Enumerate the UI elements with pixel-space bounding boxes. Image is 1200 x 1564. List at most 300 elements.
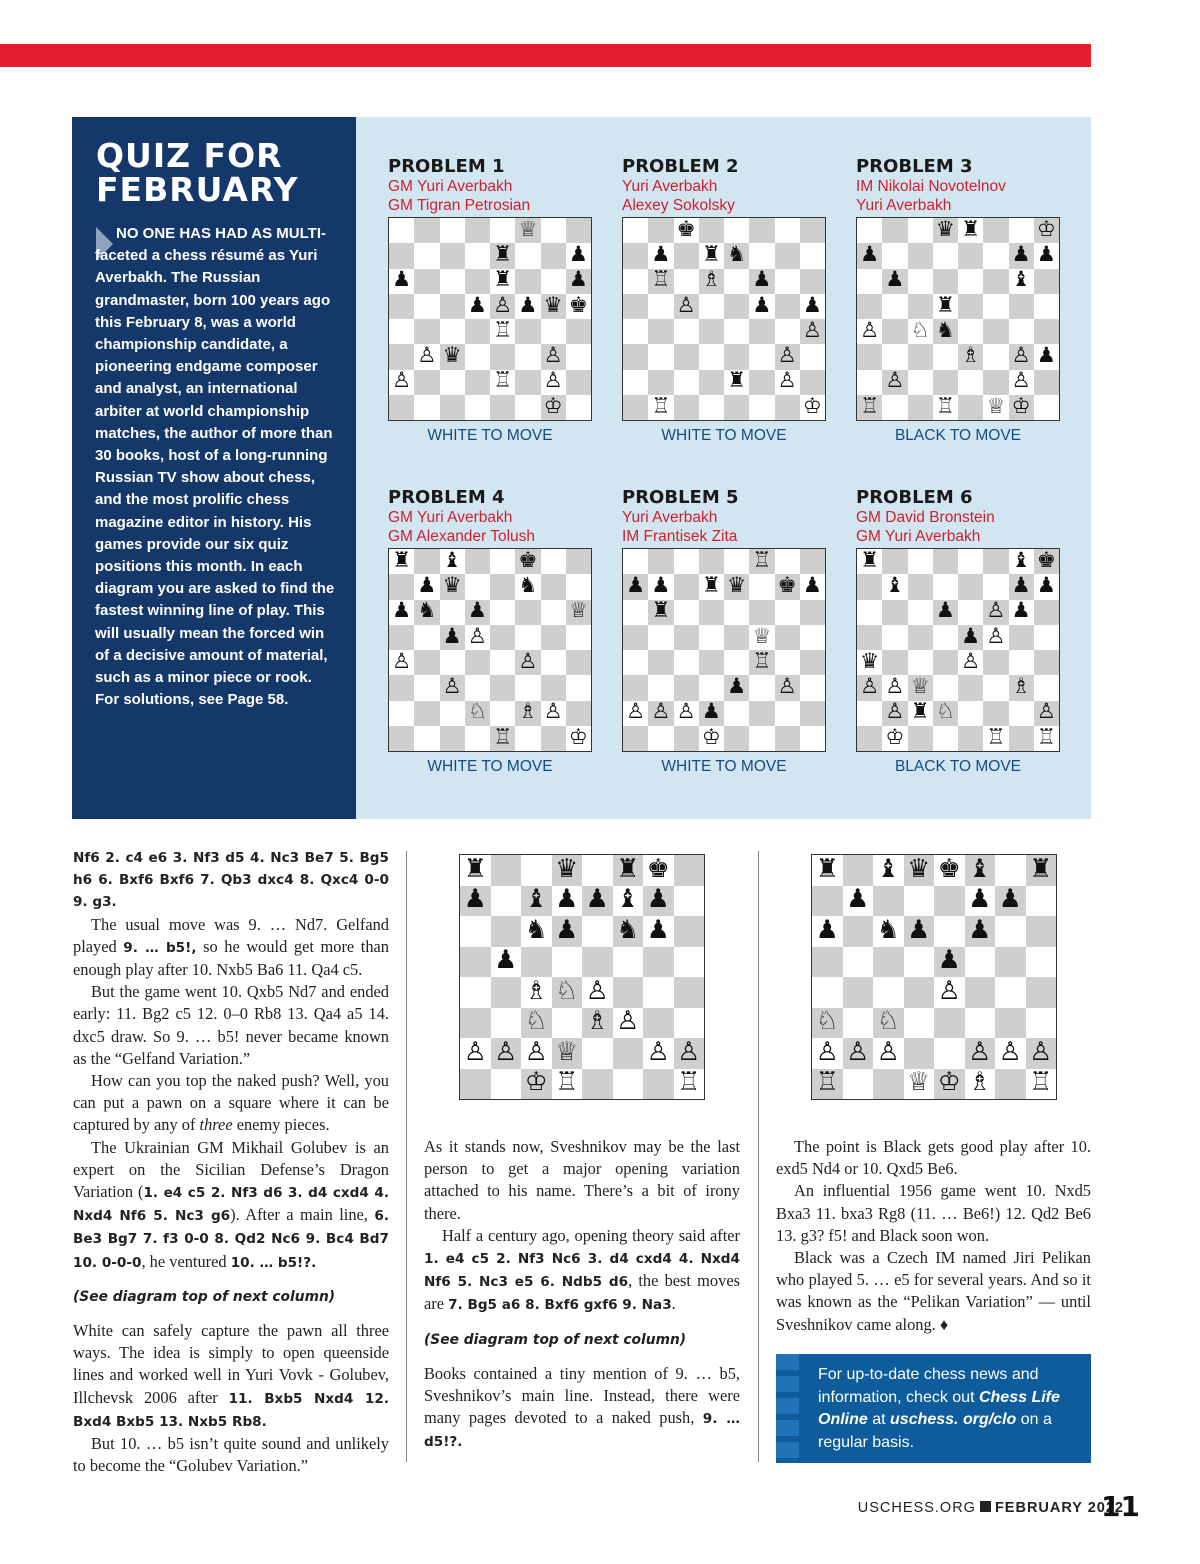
chess-board (622, 217, 826, 421)
issue-date: FEBRUARY 2022 (994, 1500, 1124, 1516)
white-pawn-icon: ♙ (524, 1036, 548, 1067)
white-pawn-icon: ♙ (646, 1036, 670, 1067)
dark-square (643, 1008, 674, 1039)
white-pawn-icon: ♙ (543, 368, 563, 394)
dark-square (775, 395, 800, 420)
dark-square (724, 395, 749, 420)
black-pawn-icon: ♟ (701, 699, 721, 725)
dark-square (882, 600, 907, 625)
black-pawn-icon: ♟ (463, 884, 487, 915)
paragraph (73, 1320, 389, 1433)
white-player: Yuri Averbakh (622, 509, 718, 526)
dark-square (908, 243, 933, 268)
dark-square (800, 650, 825, 675)
black-pawn-icon: ♟ (961, 623, 981, 649)
white-king-icon: ♔ (885, 724, 905, 750)
black-pawn-icon: ♟ (802, 573, 822, 599)
white-pawn-icon: ♙ (467, 623, 487, 649)
black-pawn-icon: ♟ (417, 573, 437, 599)
black-rook-icon: ♜ (493, 242, 513, 268)
white-pawn-icon: ♙ (1011, 343, 1031, 369)
dark-square (995, 1069, 1026, 1100)
problem-title: PROBLEM 1 (388, 156, 505, 177)
black-king-icon: ♚ (937, 853, 961, 884)
black-rook-icon: ♜ (463, 853, 487, 884)
text: The usual move was 9. … Nd7. Gelfand played (73, 914, 389, 956)
dark-square (465, 319, 490, 344)
black-knight-icon: ♞ (616, 914, 640, 945)
move-text: 1. e4 c5 2. Nf3 Nc6 3. d4 cxd4 4. Nxd4 Nf6 5. Nc3 e5 6. Ndb5 d6 (424, 1251, 740, 1291)
dark-square (933, 650, 958, 675)
black-rook-icon: ♜ (815, 853, 839, 884)
dark-square (674, 344, 699, 369)
paragraph (73, 1137, 389, 1274)
dark-square (995, 1008, 1026, 1039)
white-knight-icon: ♘ (467, 699, 487, 725)
black-pawn-icon: ♟ (467, 598, 487, 624)
text: For up-to-date chess news and information, check out (818, 1366, 1039, 1406)
dark-square (389, 243, 414, 268)
white-king-icon: ♔ (802, 393, 822, 419)
dark-square (724, 726, 749, 751)
black-pawn-icon: ♟ (1036, 343, 1056, 369)
dark-square (1034, 600, 1059, 625)
dark-square (800, 600, 825, 625)
white-rook-icon: ♖ (493, 368, 513, 394)
black-queen-icon: ♛ (860, 648, 880, 674)
black-pawn-icon: ♟ (651, 573, 671, 599)
dark-square (440, 243, 465, 268)
publication-name: Chess Life Online (818, 1388, 1060, 1428)
black-rook-icon: ♜ (910, 699, 930, 725)
dark-square (414, 218, 439, 243)
to-move-label: WHITE TO MOVE (427, 427, 553, 444)
white-queen-icon: ♕ (907, 1067, 931, 1098)
chess-board (856, 217, 1060, 421)
white-pawn-icon: ♙ (777, 368, 797, 394)
chess-board (856, 548, 1060, 752)
dark-square (1026, 977, 1057, 1008)
white-pawn-icon: ♙ (463, 1036, 487, 1067)
black-rook-icon: ♜ (701, 573, 721, 599)
white-pawn-icon: ♙ (494, 1036, 518, 1067)
dark-square (800, 701, 825, 726)
dark-square (857, 344, 882, 369)
dark-square (674, 675, 699, 700)
dark-square (490, 574, 515, 599)
dark-square (775, 243, 800, 268)
problem-6 (856, 488, 1060, 776)
dark-square (515, 370, 540, 395)
move-text: 7. Bg5 a6 8. Bxf6 gxf6 9. Na3 (448, 1297, 672, 1314)
black-pawn-icon: ♟ (518, 292, 538, 318)
white-queen-icon: ♕ (910, 674, 930, 700)
black-player: GM Yuri Averbakh (856, 528, 981, 545)
dark-square (800, 549, 825, 574)
black-rook-icon: ♜ (1029, 853, 1053, 884)
end-mark-icon: ♦ (939, 1314, 949, 1334)
white-knight-icon: ♘ (935, 699, 955, 725)
quiz-sidebar (72, 117, 356, 819)
black-knight-icon: ♞ (935, 317, 955, 343)
white-king-icon: ♔ (1011, 393, 1031, 419)
black-pawn-icon: ♟ (646, 884, 670, 915)
black-rook-icon: ♜ (935, 292, 955, 318)
text: White can safely capture the pawn all three ways. The idea is simply to open queenside lines and worked well in Yuri Vovk - Golubev, Illchevsk 2006 after (73, 1321, 389, 1407)
emphasis: three (199, 1115, 233, 1135)
chess-diagram-sveshnikov (811, 854, 1057, 1100)
dark-square (389, 294, 414, 319)
black-player: Yuri Averbakh (856, 197, 952, 214)
black-bishop-icon: ♝ (442, 548, 462, 573)
black-pawn-icon: ♟ (568, 267, 588, 293)
white-rook-icon: ♖ (493, 317, 513, 343)
white-rook-icon: ♖ (1036, 724, 1056, 750)
white-pawn-icon: ♙ (543, 699, 563, 725)
decorative-strip (776, 1354, 799, 1463)
dark-square (566, 701, 591, 726)
dark-square (908, 574, 933, 599)
dark-square (541, 675, 566, 700)
black-pawn-icon: ♟ (1011, 598, 1031, 624)
dark-square (566, 549, 591, 574)
problem-title: PROBLEM 6 (856, 487, 973, 508)
dark-square (904, 977, 935, 1008)
dark-square (648, 319, 673, 344)
dark-square (674, 395, 699, 420)
black-pawn-icon: ♟ (392, 267, 412, 293)
white-bishop-icon: ♗ (968, 1067, 992, 1098)
dark-square (582, 1069, 613, 1100)
black-pawn-icon: ♟ (752, 292, 772, 318)
dark-square (933, 549, 958, 574)
site-url[interactable]: USCHESS.ORG (857, 1500, 976, 1516)
quiz-box (72, 117, 1091, 819)
text: How can you top the naked push? Well, you can put a pawn on a square where it can be captured by any of (73, 1071, 389, 1135)
dark-square (1026, 916, 1057, 947)
column-divider (406, 851, 407, 1462)
dark-square (623, 243, 648, 268)
dark-square (1034, 650, 1059, 675)
black-player: GM Alexander Tolush (388, 528, 536, 545)
dark-square (414, 650, 439, 675)
black-pawn-icon: ♟ (937, 945, 961, 976)
dark-square (541, 574, 566, 599)
dark-square (440, 726, 465, 751)
dark-square (414, 370, 439, 395)
black-pawn-icon: ♟ (860, 242, 880, 268)
dark-square (843, 977, 874, 1008)
dark-square (958, 243, 983, 268)
white-king-icon: ♔ (701, 724, 721, 750)
dark-square (613, 977, 644, 1008)
square-icon (980, 1501, 991, 1512)
dark-square (1034, 370, 1059, 395)
black-pawn-icon: ♟ (555, 884, 579, 915)
white-pawn-icon: ♙ (998, 1036, 1022, 1067)
black-knight-icon: ♞ (417, 598, 437, 624)
clo-link[interactable]: uschess. org/clo (890, 1411, 1017, 1428)
white-knight-icon: ♘ (815, 1006, 839, 1037)
white-pawn-icon: ♙ (986, 598, 1006, 624)
dark-square (465, 269, 490, 294)
dark-square (613, 1038, 644, 1069)
dark-square (491, 977, 522, 1008)
problem-title: PROBLEM 4 (388, 487, 505, 508)
black-queen-icon: ♛ (555, 853, 579, 884)
white-pawn-icon: ♙ (860, 674, 880, 700)
black-pawn-icon: ♟ (651, 242, 671, 268)
dark-square (958, 675, 983, 700)
dark-square (843, 855, 874, 886)
dark-square (983, 218, 1008, 243)
to-move-label: WHITE TO MOVE (661, 427, 787, 444)
black-pawn-icon: ♟ (998, 884, 1022, 915)
dark-square (699, 650, 724, 675)
dark-square (857, 294, 882, 319)
dark-square (873, 947, 904, 978)
text: , he ventured (141, 1251, 231, 1271)
black-pawn-icon: ♟ (846, 884, 870, 915)
white-bishop-icon: ♗ (961, 343, 981, 369)
dark-square (623, 625, 648, 650)
dark-square (623, 344, 648, 369)
dark-square (958, 395, 983, 420)
black-player: IM Frantisek Zita (622, 528, 738, 545)
dark-square (515, 600, 540, 625)
dark-square (460, 1008, 491, 1039)
dark-square (908, 625, 933, 650)
black-pawn-icon: ♟ (935, 598, 955, 624)
black-queen-icon: ♛ (907, 853, 931, 884)
dark-square (775, 726, 800, 751)
dark-square (643, 947, 674, 978)
white-queen-icon: ♕ (568, 598, 588, 624)
dark-square (414, 701, 439, 726)
black-queen-icon: ♛ (935, 217, 955, 242)
dark-square (699, 600, 724, 625)
white-bishop-icon: ♗ (1011, 674, 1031, 700)
white-bishop-icon: ♗ (524, 975, 548, 1006)
dark-square (857, 574, 882, 599)
white-pawn-icon: ♙ (815, 1036, 839, 1067)
black-pawn-icon: ♟ (392, 598, 412, 624)
black-bishop-icon: ♝ (1011, 267, 1031, 293)
white-pawn-icon: ♙ (1036, 699, 1056, 725)
clo-text (818, 1364, 1078, 1454)
black-king-icon: ♚ (518, 548, 538, 573)
dark-square (389, 395, 414, 420)
black-player: Alexey Sokolsky (622, 197, 735, 214)
to-move-label: BLACK TO MOVE (894, 427, 1022, 444)
dark-square (724, 344, 749, 369)
dark-square (490, 395, 515, 420)
dark-square (521, 947, 552, 978)
dark-square (857, 625, 882, 650)
move-text: Nf6 2. c4 e6 3. Nf3 d5 4. Nc3 Be7 5. Bg5 h6 6. Bxf6 Bxf6 7. Qb3 dxc4 8. Qxc4 0-0 9. g3. (73, 850, 389, 911)
black-king-icon: ♚ (568, 292, 588, 318)
dark-square (541, 243, 566, 268)
white-rook-icon: ♖ (677, 1067, 701, 1098)
paragraph (424, 1363, 740, 1454)
white-queen-icon: ♕ (518, 217, 538, 242)
dark-square (933, 269, 958, 294)
black-rook-icon: ♜ (860, 548, 880, 573)
dark-square (983, 701, 1008, 726)
black-bishop-icon: ♝ (968, 853, 992, 884)
to-move-label: WHITE TO MOVE (427, 758, 553, 775)
white-pawn-icon: ♙ (860, 317, 880, 343)
diagram-note: (See diagram top of next column) (424, 1331, 687, 1348)
white-rook-icon: ♖ (651, 267, 671, 293)
dark-square (934, 1008, 965, 1039)
top-red-bar (0, 44, 1091, 67)
white-king-icon: ♔ (1036, 217, 1056, 242)
dark-square (389, 726, 414, 751)
black-pawn-icon: ♟ (1011, 573, 1031, 599)
white-pawn-icon: ♙ (986, 623, 1006, 649)
black-knight-icon: ♞ (876, 914, 900, 945)
black-king-icon: ♚ (1036, 548, 1056, 573)
black-pawn-icon: ♟ (752, 267, 772, 293)
black-pawn-icon: ♟ (442, 623, 462, 649)
black-pawn-icon: ♟ (1036, 242, 1056, 268)
dark-square (674, 916, 705, 947)
white-pawn-icon: ♙ (585, 975, 609, 1006)
dark-square (965, 977, 996, 1008)
black-knight-icon: ♞ (727, 242, 747, 268)
white-king-icon: ♔ (937, 1067, 961, 1098)
dark-square (800, 218, 825, 243)
black-pawn-icon: ♟ (646, 914, 670, 945)
dark-square (465, 549, 490, 574)
dark-square (873, 1069, 904, 1100)
dark-square (389, 675, 414, 700)
dark-square (904, 1038, 935, 1069)
white-knight-icon: ♘ (555, 975, 579, 1006)
quiz-intro: NO ONE HAS HAD AS MULTI-faceted a chess résumé as Yuri Averbakh. The Russian grandmaster, born 100 years ago this February 8, was a world championship candidate, a pioneering endgame composer and analyst, an international arbiter at world championship matches, the author of more than 30 books, host of a long-running Russian TV show about chess, and the most prolific chess magazine editor in history. His games provide our six quiz positions this month. In each diagram you are asked to find the fastest winning line of play. This will usually mean the forced win of a decisive amount of material, such as a minor piece or rook. For solutions, see Page 58. (95, 225, 335, 709)
white-pawn-icon: ♙ (885, 368, 905, 394)
dark-square (983, 269, 1008, 294)
white-pawn-icon: ♙ (493, 292, 513, 318)
white-pawn-icon: ♙ (417, 343, 437, 369)
dark-square (674, 855, 705, 886)
chess-life-online-box (776, 1354, 1091, 1463)
dark-square (983, 549, 1008, 574)
dark-square (566, 370, 591, 395)
dark-square (908, 726, 933, 751)
white-player: GM Yuri Averbakh (388, 178, 513, 195)
black-king-icon: ♚ (646, 853, 670, 884)
dark-square (882, 650, 907, 675)
dark-square (843, 916, 874, 947)
white-pawn-icon: ♙ (676, 292, 696, 318)
problem-3 (856, 157, 1060, 445)
page-number: 11 (1101, 1490, 1140, 1523)
chess-board (388, 217, 592, 421)
dark-square (623, 395, 648, 420)
black-bishop-icon: ♝ (616, 884, 640, 915)
dark-square (1034, 269, 1059, 294)
white-queen-icon: ♕ (986, 393, 1006, 419)
white-king-icon: ♔ (568, 724, 588, 750)
chess-board (388, 548, 592, 752)
white-rook-icon: ♖ (815, 1067, 839, 1098)
paragraph (776, 1247, 1091, 1336)
move-text: 9. … b5!, (123, 939, 197, 956)
chess-board (622, 548, 826, 752)
dark-square (541, 726, 566, 751)
white-pawn-icon: ♙ (961, 648, 981, 674)
black-pawn-icon: ♟ (555, 914, 579, 945)
dark-square (775, 294, 800, 319)
dark-square (1034, 319, 1059, 344)
white-pawn-icon: ♙ (876, 1036, 900, 1067)
white-knight-icon: ♘ (524, 1006, 548, 1037)
text: enemy pieces. (232, 1115, 330, 1135)
white-bishop-icon: ♗ (585, 1006, 609, 1037)
white-rook-icon: ♖ (651, 393, 671, 419)
dark-square (389, 344, 414, 369)
dark-square (873, 886, 904, 917)
dark-square (749, 218, 774, 243)
dark-square (812, 947, 843, 978)
dark-square (857, 726, 882, 751)
dark-square (800, 370, 825, 395)
chess-diagram-golubev (459, 854, 705, 1100)
dark-square (460, 1069, 491, 1100)
text: so he would get more than enough play after 10. Nxb5 Ba6 11. Qa4 c5. (73, 936, 390, 980)
problem-5 (622, 488, 826, 776)
dark-square (582, 947, 613, 978)
problem-1 (388, 157, 592, 445)
problem-2 (622, 157, 826, 445)
text: . (671, 1294, 676, 1314)
white-pawn-icon: ♙ (651, 699, 671, 725)
paragraph: An influential 1956 game went 10. Nxd5 Bxa3 11. bxa3 Rg8 (11. … Be6!) 12. Qd2 Be6 13. g3? f5! and Black soon won. (776, 1181, 1091, 1245)
dark-square (958, 726, 983, 751)
white-pawn-icon: ♙ (968, 1036, 992, 1067)
white-pawn-icon: ♙ (777, 343, 797, 369)
black-pawn-icon: ♟ (815, 914, 839, 945)
dark-square (882, 218, 907, 243)
dark-square (724, 625, 749, 650)
black-rook-icon: ♜ (493, 267, 513, 293)
dark-square (566, 650, 591, 675)
move-text: 1. e4 c5 2. Nf3 d6 3. d4 cxd4 4. Nxd4 Nf6 5. Nc3 g6 (73, 1185, 390, 1225)
dark-square (515, 319, 540, 344)
dark-square (1009, 294, 1034, 319)
white-pawn-icon: ♙ (1029, 1036, 1053, 1067)
white-rook-icon: ♖ (935, 393, 955, 419)
black-player: GM Tigran Petrosian (388, 197, 531, 214)
white-knight-icon: ♘ (910, 317, 930, 343)
text: ). After a main line, (230, 1205, 375, 1225)
dark-square (699, 549, 724, 574)
black-pawn-icon: ♟ (968, 884, 992, 915)
dark-square (648, 218, 673, 243)
dark-square (674, 726, 699, 751)
paragraph (424, 1225, 740, 1317)
white-pawn-icon: ♙ (885, 699, 905, 725)
quiz-title: QUIZ FOR FEBRUARY (96, 136, 299, 209)
dark-square (414, 549, 439, 574)
white-player: Yuri Averbakh (622, 178, 718, 195)
paragraph (73, 914, 389, 982)
black-bishop-icon: ♝ (876, 853, 900, 884)
dark-square (934, 886, 965, 917)
dark-square (623, 675, 648, 700)
